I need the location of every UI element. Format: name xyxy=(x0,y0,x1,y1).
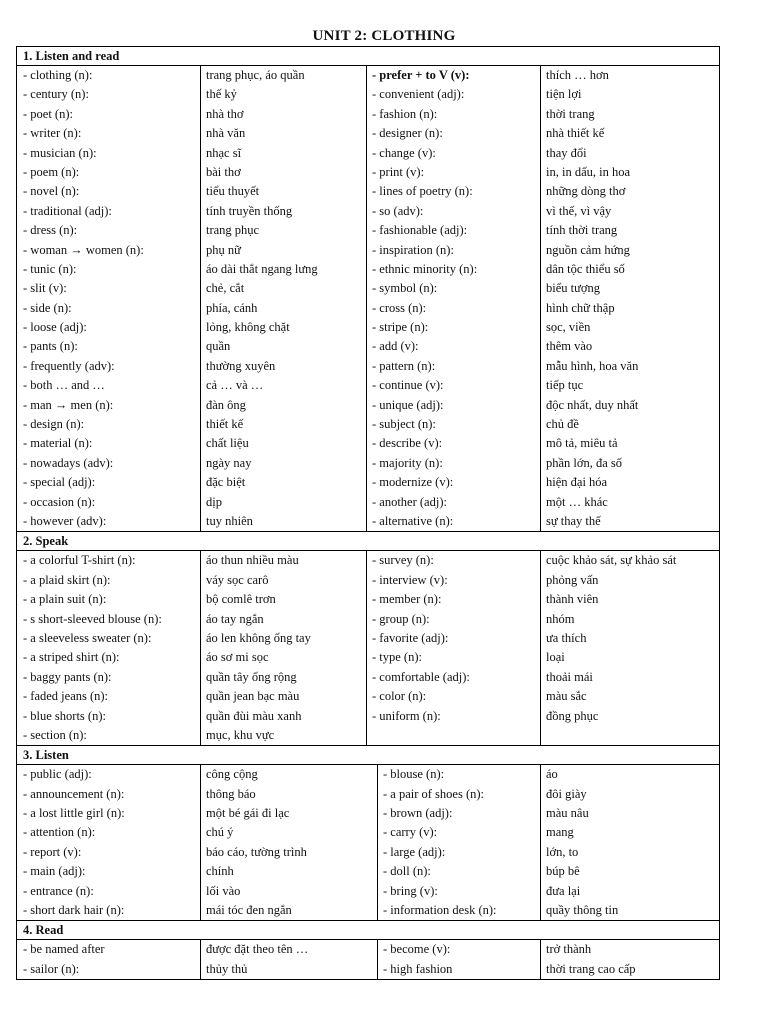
vocabulary-table xyxy=(16,46,720,980)
section-heading: 4. Read xyxy=(17,921,719,940)
english-term: - doll (n): xyxy=(383,864,431,879)
english-term: - a pair of shoes (n): xyxy=(383,786,485,801)
vietnamese-meaning: quần xyxy=(206,339,231,354)
english-term: - ethnic minority (n): xyxy=(372,261,478,276)
table-row xyxy=(17,726,719,745)
section-heading: 1. Listen and read xyxy=(17,47,719,66)
table-row xyxy=(17,882,719,901)
column-divider xyxy=(540,940,541,979)
english-term: - design (n): xyxy=(23,417,85,432)
english-term: - pattern (n): xyxy=(372,358,436,373)
table-row xyxy=(17,279,719,298)
vocabulary-grid xyxy=(17,940,719,979)
vietnamese-meaning: nhà văn xyxy=(206,126,246,141)
section-listen xyxy=(17,745,719,920)
vietnamese-meaning: phần lớn, đa số xyxy=(546,455,623,470)
vietnamese-meaning: mô tả, miêu tả xyxy=(546,436,618,451)
table-row xyxy=(17,493,719,512)
english-term: - a striped shirt (n): xyxy=(23,650,120,665)
table-row xyxy=(17,629,719,648)
table-row xyxy=(17,901,719,920)
english-term: - lines of poetry (n): xyxy=(372,184,473,199)
vietnamese-meaning: tính thời trang xyxy=(546,223,618,238)
english-term: - inspiration (n): xyxy=(372,242,454,257)
english-term: - traditional (adj): xyxy=(23,203,112,218)
vietnamese-meaning: mang xyxy=(546,825,574,840)
vietnamese-meaning: đôi giày xyxy=(546,786,587,801)
english-term: - color (n): xyxy=(372,689,427,704)
vietnamese-meaning: cả … và … xyxy=(206,378,264,393)
table-row xyxy=(17,357,719,376)
table-row xyxy=(17,85,719,104)
english-term: - man → men (n): xyxy=(23,397,114,412)
english-term: - however (adv): xyxy=(23,513,107,528)
vietnamese-meaning: áo dài thắt ngang lưng xyxy=(206,261,318,276)
table-row xyxy=(17,804,719,823)
english-term: - poem (n): xyxy=(23,164,80,179)
table-row xyxy=(17,765,719,784)
vietnamese-meaning: thế kỷ xyxy=(206,87,237,102)
column-divider xyxy=(200,940,201,979)
english-term: - so (adv): xyxy=(372,203,424,218)
column-divider xyxy=(366,66,367,531)
vietnamese-meaning: quần đùi màu xanh xyxy=(206,708,302,723)
vietnamese-meaning: trang phục, áo quần xyxy=(206,68,305,82)
table-row xyxy=(17,434,719,453)
vietnamese-meaning: thủy thủ xyxy=(206,961,248,976)
english-term: - pants (n): xyxy=(23,339,78,354)
english-term: - a plaid skirt (n): xyxy=(23,572,111,587)
table-row xyxy=(17,785,719,804)
english-term: - comfortable (adj): xyxy=(372,669,470,684)
english-term: - alternative (n): xyxy=(372,513,454,528)
vietnamese-meaning: công cộng xyxy=(206,767,258,782)
vietnamese-meaning: đàn ông xyxy=(206,397,246,412)
table-row xyxy=(17,299,719,318)
english-term: - century (n): xyxy=(23,87,89,102)
english-term: - dress (n): xyxy=(23,223,78,238)
vietnamese-meaning: tính truyền thống xyxy=(206,203,293,218)
vietnamese-meaning: cuộc khảo sát, sự khảo sát xyxy=(546,553,677,568)
vietnamese-meaning: hiện đại hóa xyxy=(546,475,608,490)
english-term: - high fashion xyxy=(383,961,453,976)
vietnamese-meaning: bài thơ xyxy=(206,164,241,179)
vietnamese-meaning: phía, cánh xyxy=(206,300,258,315)
english-term: - information desk (n): xyxy=(383,903,497,918)
english-term: - short dark hair (n): xyxy=(23,903,125,918)
page-title: UNIT 2: CLOTHING xyxy=(312,28,456,44)
vietnamese-meaning: lối vào xyxy=(206,883,241,898)
english-term: - type (n): xyxy=(372,650,422,665)
table-row xyxy=(17,551,719,570)
english-term: - change (v): xyxy=(372,145,436,160)
vietnamese-meaning: thích … hơn xyxy=(546,68,609,82)
english-term: - special (adj): xyxy=(23,475,96,490)
vietnamese-meaning: mẫu hình, hoa văn xyxy=(546,358,639,373)
english-term: - cross (n): xyxy=(372,300,427,315)
english-term: - fashionable (adj): xyxy=(372,223,468,238)
vietnamese-meaning: chất liệu xyxy=(206,436,249,451)
english-term: - nowadays (adv): xyxy=(23,455,114,470)
english-term: - entrance (n): xyxy=(23,883,94,898)
english-term: - describe (v): xyxy=(372,436,443,451)
table-row xyxy=(17,415,719,434)
vietnamese-meaning: chủ đề xyxy=(546,417,579,432)
vietnamese-meaning: đồng phục xyxy=(546,708,599,723)
vietnamese-meaning: thay đổi xyxy=(546,145,587,160)
vietnamese-meaning: thời trang cao cấp xyxy=(546,961,636,976)
table-row xyxy=(17,707,719,726)
column-divider xyxy=(377,940,378,979)
english-term: - material (n): xyxy=(23,436,93,451)
vietnamese-meaning: thường xuyên xyxy=(206,358,276,373)
vietnamese-meaning: thêm vào xyxy=(546,339,593,354)
table-row xyxy=(17,862,719,881)
table-row xyxy=(17,124,719,143)
vietnamese-meaning: màu sắc xyxy=(546,689,587,704)
column-divider xyxy=(200,765,201,920)
english-term: - clothing (n): xyxy=(23,68,93,82)
vietnamese-meaning: nhóm xyxy=(546,611,575,626)
table-row xyxy=(17,396,719,415)
vietnamese-meaning: áo xyxy=(546,767,558,782)
english-term: - sailor (n): xyxy=(23,961,80,976)
english-term: - main (adj): xyxy=(23,864,86,879)
english-term: - uniform (n): xyxy=(372,708,441,723)
vietnamese-meaning: thông báo xyxy=(206,786,256,801)
english-term: - s short-sleeved blouse (n): xyxy=(23,611,162,626)
vietnamese-meaning: mục, khu vực xyxy=(206,727,275,742)
english-term: - modernize (v): xyxy=(372,475,454,490)
table-row xyxy=(17,182,719,201)
vietnamese-meaning: áo len không ống tay xyxy=(206,630,311,645)
column-divider xyxy=(540,765,541,920)
vocabulary-grid xyxy=(17,765,719,920)
english-term: - tunic (n): xyxy=(23,261,77,276)
vietnamese-meaning: nguồn cảm hứng xyxy=(546,242,630,257)
vietnamese-meaning: tiểu thuyết xyxy=(206,184,260,199)
vietnamese-meaning: áo sơ mi sọc xyxy=(206,650,269,665)
table-row xyxy=(17,260,719,279)
english-term xyxy=(366,726,540,745)
english-term: - side (n): xyxy=(23,300,72,315)
vietnamese-meaning: đưa lại xyxy=(546,883,581,898)
vietnamese-meaning: báo cáo, tường trình xyxy=(206,844,307,859)
vietnamese-meaning: áo thun nhiều màu xyxy=(206,553,299,568)
vietnamese-meaning: in, in dấu, in hoa xyxy=(546,164,631,179)
table-row xyxy=(17,668,719,687)
english-term: - announcement (n): xyxy=(23,786,125,801)
table-row xyxy=(17,318,719,337)
english-term: - prefer + to V (v): xyxy=(372,68,470,82)
vietnamese-meaning: chẻ, cắt xyxy=(206,281,245,296)
english-term: - carry (v): xyxy=(383,825,438,840)
english-term: - majority (n): xyxy=(372,455,443,470)
english-term: - interview (v): xyxy=(372,572,448,587)
english-term: - loose (adj): xyxy=(23,320,87,335)
english-term: - survey (n): xyxy=(372,553,434,568)
section-read xyxy=(17,920,719,979)
vietnamese-meaning: ngày nay xyxy=(206,455,252,470)
vietnamese-meaning: nhạc sĩ xyxy=(206,145,242,160)
table-row xyxy=(17,144,719,163)
vietnamese-meaning: vì thế, vì vậy xyxy=(546,203,612,218)
column-divider xyxy=(366,551,367,745)
english-term: - woman → women (n): xyxy=(23,242,144,257)
vietnamese-meaning: hình chữ thập xyxy=(546,300,615,315)
english-term: - blouse (n): xyxy=(383,767,445,782)
vocabulary-grid xyxy=(17,551,719,745)
table-row xyxy=(17,960,719,979)
english-term: - writer (n): xyxy=(23,126,82,141)
english-term: - designer (n): xyxy=(372,126,443,141)
english-term: - a lost little girl (n): xyxy=(23,806,125,821)
vietnamese-meaning: quần tây ống rộng xyxy=(206,669,297,684)
table-row xyxy=(17,473,719,492)
table-row xyxy=(17,202,719,221)
vietnamese-meaning: quầy thông tin xyxy=(546,903,619,918)
table-row xyxy=(17,687,719,706)
table-row xyxy=(17,66,719,85)
table-row xyxy=(17,221,719,240)
vietnamese-meaning: trang phục xyxy=(206,223,260,238)
vietnamese-meaning: lớn, to xyxy=(546,844,579,859)
vietnamese-meaning: một … khác xyxy=(546,494,608,509)
column-divider xyxy=(540,551,541,745)
vietnamese-meaning: váy sọc carô xyxy=(206,572,269,587)
english-term: - brown (adj): xyxy=(383,806,453,821)
section-speak xyxy=(17,531,719,745)
vietnamese-meaning: thời trang xyxy=(546,106,595,121)
english-term: - both … and … xyxy=(23,378,105,393)
vietnamese-meaning: áo tay ngắn xyxy=(206,611,264,626)
vietnamese-meaning: thành viên xyxy=(546,592,599,607)
english-term: - novel (n): xyxy=(23,184,80,199)
vietnamese-meaning: sọc, viền xyxy=(546,320,591,335)
english-term: - faded jeans (n): xyxy=(23,689,109,704)
vietnamese-meaning: tiếp tục xyxy=(546,378,584,393)
vietnamese-meaning: phỏng vấn xyxy=(546,572,599,587)
english-term: - occasion (n): xyxy=(23,494,96,509)
english-term: - a plain suit (n): xyxy=(23,592,107,607)
vietnamese-meaning: chính xyxy=(206,864,234,879)
vietnamese-meaning: những dòng thơ xyxy=(546,184,626,199)
vietnamese-meaning: trở thành xyxy=(546,942,592,957)
table-row xyxy=(17,940,719,959)
english-term: - section (n): xyxy=(23,727,87,742)
english-term: - subject (n): xyxy=(372,417,436,432)
table-row xyxy=(17,376,719,395)
english-term: - group (n): xyxy=(372,611,430,626)
section-heading: 3. Listen xyxy=(17,746,719,765)
vietnamese-meaning: màu nâu xyxy=(546,806,589,821)
vietnamese-meaning: loại xyxy=(546,650,565,665)
english-term: - continue (v): xyxy=(372,378,444,393)
vietnamese-meaning: biểu tượng xyxy=(546,281,601,296)
english-term: - add (v): xyxy=(372,339,419,354)
vietnamese-meaning: búp bê xyxy=(546,864,580,879)
column-divider xyxy=(200,551,201,745)
table-row xyxy=(17,512,719,531)
table-row xyxy=(17,163,719,182)
vietnamese-meaning: thiết kế xyxy=(206,417,244,432)
vocabulary-grid xyxy=(17,66,719,531)
column-divider xyxy=(200,66,201,531)
vietnamese-meaning: chú ý xyxy=(206,825,234,840)
english-term: - attention (n): xyxy=(23,825,96,840)
english-term: - convenient (adj): xyxy=(372,87,465,102)
english-term: - report (v): xyxy=(23,844,82,859)
vietnamese-meaning: ưa thích xyxy=(546,630,587,645)
english-term: - musician (n): xyxy=(23,145,97,160)
vietnamese-meaning: dịp xyxy=(206,494,222,509)
section-heading: 2. Speak xyxy=(17,532,719,551)
english-term: - favorite (adj): xyxy=(372,630,449,645)
vietnamese-meaning: một bé gái đi lạc xyxy=(206,806,290,821)
table-row xyxy=(17,241,719,260)
english-term: - large (adj): xyxy=(383,844,446,859)
table-row xyxy=(17,610,719,629)
vietnamese-meaning: tiện lợi xyxy=(546,87,582,102)
vietnamese-meaning xyxy=(540,726,721,745)
column-divider xyxy=(377,765,378,920)
english-term: - fashion (n): xyxy=(372,106,438,121)
english-term: - a sleeveless sweater (n): xyxy=(23,630,152,645)
english-term: - frequently (adv): xyxy=(23,358,115,373)
vietnamese-meaning: tuy nhiên xyxy=(206,513,253,528)
vietnamese-meaning: dân tộc thiểu số xyxy=(546,261,625,276)
english-term: - be named after xyxy=(23,942,105,957)
vietnamese-meaning: được đặt theo tên … xyxy=(206,942,309,957)
vietnamese-meaning: bộ comlê trơn xyxy=(206,592,276,607)
table-row xyxy=(17,823,719,842)
english-term: - slit (v): xyxy=(23,281,67,296)
english-term: - unique (adj): xyxy=(372,397,444,412)
table-row xyxy=(17,590,719,609)
table-row xyxy=(17,454,719,473)
english-term: - baggy pants (n): xyxy=(23,669,112,684)
vietnamese-meaning: đặc biệt xyxy=(206,475,246,490)
table-row xyxy=(17,648,719,667)
vietnamese-meaning: nhà thơ xyxy=(206,106,244,121)
english-term: - print (v): xyxy=(372,164,425,179)
vietnamese-meaning: quần jean bạc màu xyxy=(206,689,300,704)
column-divider xyxy=(540,66,541,531)
vietnamese-meaning: sự thay thế xyxy=(546,513,601,528)
table-row xyxy=(17,843,719,862)
table-row xyxy=(17,571,719,590)
section-listen-and-read xyxy=(17,47,719,531)
english-term: - become (v): xyxy=(383,942,451,957)
english-term: - another (adj): xyxy=(372,494,447,509)
english-term: - stripe (n): xyxy=(372,320,429,335)
vietnamese-meaning: mái tóc đen ngắn xyxy=(206,903,292,918)
english-term: - member (n): xyxy=(372,592,442,607)
english-term: - bring (v): xyxy=(383,883,438,898)
vietnamese-meaning: phụ nữ xyxy=(206,242,241,257)
english-term: - blue shorts (n): xyxy=(23,708,106,723)
vietnamese-meaning: thoải mái xyxy=(546,669,593,684)
table-row xyxy=(17,105,719,124)
english-term: - a colorful T-shirt (n): xyxy=(23,553,136,568)
table-row xyxy=(17,337,719,356)
vietnamese-meaning: lỏng, không chặt xyxy=(206,320,290,335)
vietnamese-meaning: độc nhất, duy nhất xyxy=(546,397,639,412)
english-term: - symbol (n): xyxy=(372,281,438,296)
english-term: - public (adj): xyxy=(23,767,92,782)
vietnamese-meaning: nhà thiết kế xyxy=(546,126,605,141)
english-term: - poet (n): xyxy=(23,106,73,121)
